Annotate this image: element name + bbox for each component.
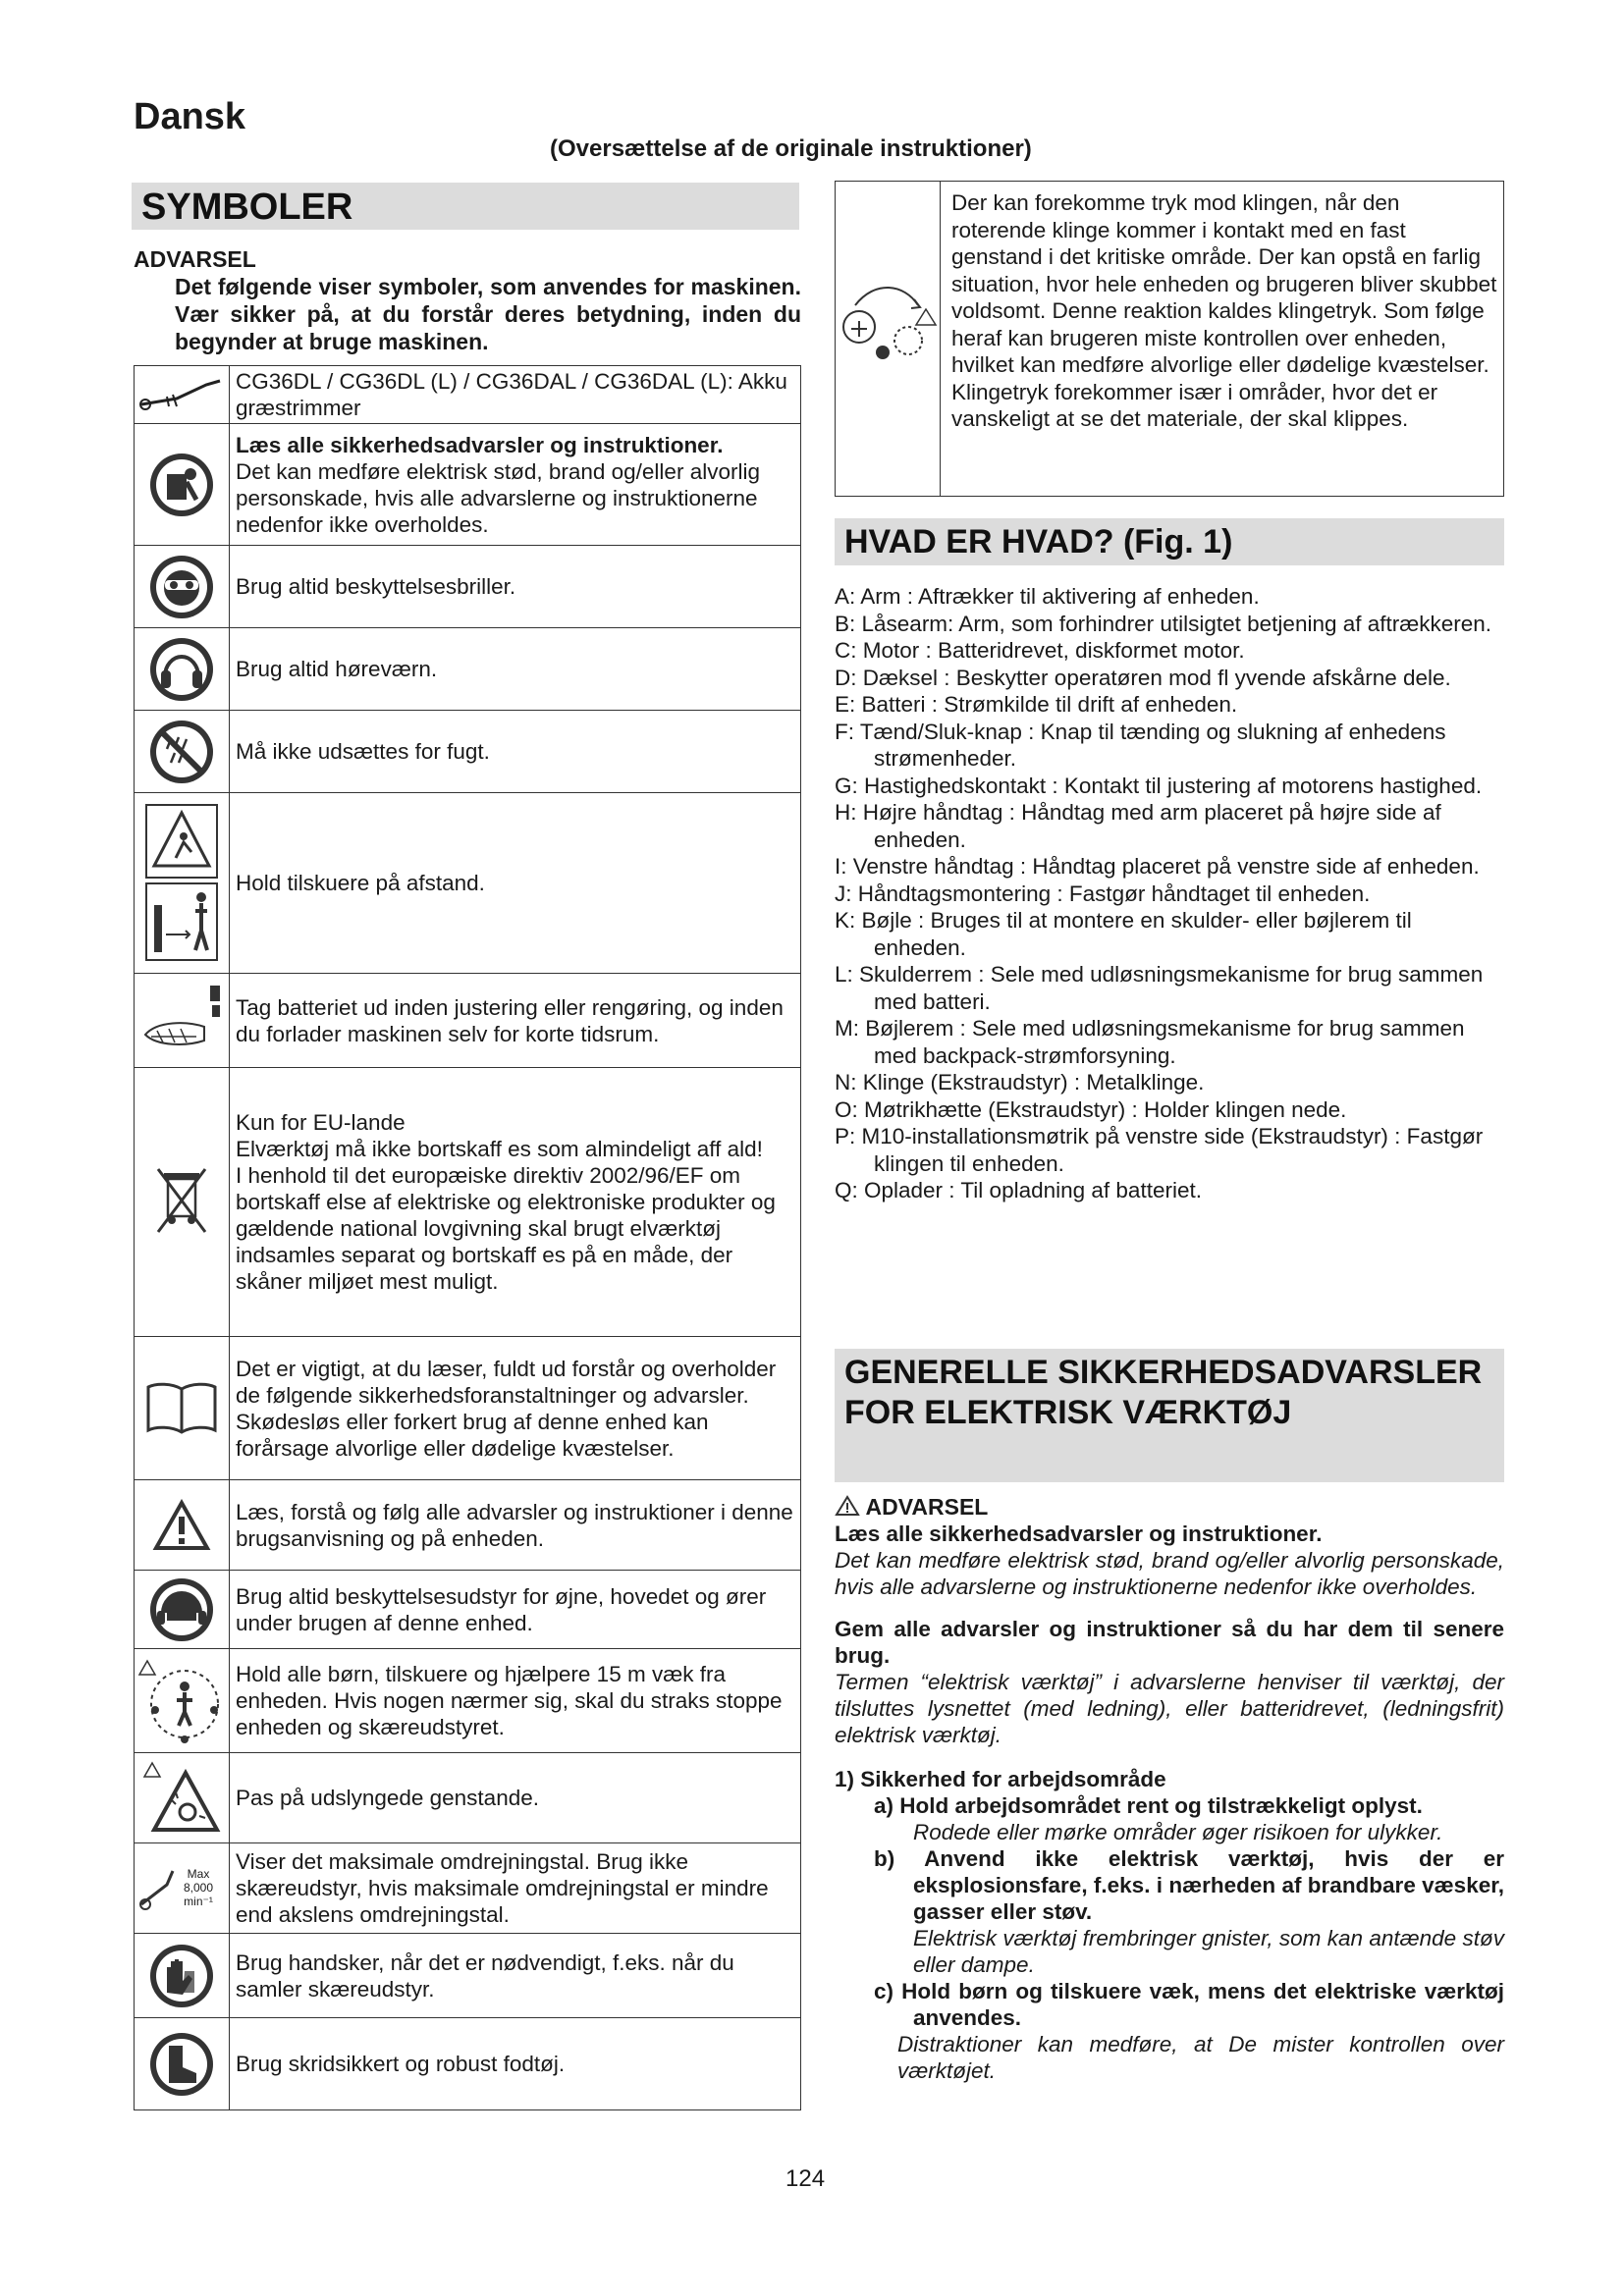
symbol-description: Hold tilskuere på afstand.: [236, 871, 485, 895]
keep-heading: Gem alle advarsler og instruktioner så du har dem til senere brug.: [835, 1617, 1504, 1668]
symbol-description: CG36DL / CG36DL (L) / CG36DAL / CG36DAL (L): Akku græstrimmer: [236, 369, 787, 420]
rpm-value: 8,000 min⁻¹: [183, 1880, 214, 1908]
head-protection-icon: [135, 1571, 230, 1649]
symbol-text: [230, 628, 801, 711]
symbol-text: [230, 1068, 801, 1337]
symbols-intro: [134, 245, 801, 355]
parts-list: [835, 583, 1504, 1204]
max-rpm-label: [171, 1867, 226, 1908]
open-book-icon: [135, 1337, 230, 1480]
symbol-text: [230, 546, 801, 628]
bystander-distance-icon: [135, 793, 230, 974]
list-item: N: Klinge (Ekstraudstyr) : Metalklinge.: [835, 1070, 1205, 1095]
max-label: Max: [187, 1866, 210, 1881]
list-item: Q: Oplader : Til opladning af batteriet.: [835, 1178, 1202, 1202]
symbol-description: Tag batteriet ud inden justering eller rengøring, og inden du forlader maskinen selv for korte tidsrum.: [236, 994, 784, 1046]
kickback-icon: [836, 182, 941, 496]
safety-boots-icon: [135, 2018, 230, 2110]
list-item: K: Bøjle : Bruges til at montere en skulder- eller bøjlerem til enheden.: [835, 908, 1412, 960]
symbol-description: Pas på udslyngede genstande.: [236, 1786, 539, 1810]
symbol-row: [135, 1649, 801, 1753]
symbol-description: Brug altid beskyttelsesbriller.: [236, 574, 516, 599]
page-number: 124: [785, 2165, 826, 2192]
keep-15m-away-icon: [135, 1649, 230, 1753]
symbol-row: [135, 1934, 801, 2018]
work-area-heading: 1) Sikkerhed for arbejdsområde: [835, 1767, 1166, 1791]
general-safety-section-title: GENERELLE SIKKERHEDSADVARSLER FOR ELEKTRISK VÆRKTØJ: [835, 1349, 1504, 1482]
symbol-text: [230, 1649, 801, 1753]
read-all-heading: Læs alle sikkerhedsadvarsler og instruktioner.: [835, 1522, 1323, 1546]
trimmer-icon: [135, 366, 230, 424]
general-warning-heading: [835, 1494, 1504, 1521]
symbol-description: Det er vigtigt, at du læser, fuldt ud forstår og overholder de følgende sikkerhedsforanstaltninger og advarsler. Skødesløs eller forkert brug af denne enhed kan forårsage alvorlige eller dødelige kvæstelser.: [236, 1356, 777, 1461]
symbol-row: [135, 1753, 801, 1843]
rule-c-title: c) Hold børn og tilskuere væk, mens det elektriske værktøj anvendes.: [874, 1979, 1504, 2030]
ear-protection-icon: [135, 628, 230, 711]
symbol-text: [230, 711, 801, 793]
symbol-description: Det kan medføre elektrisk stød, brand og/eller alvorlig personskade, hvis alle advarslerne og instruktionerne nedenfor ikke overholdes.: [236, 458, 760, 537]
symbol-row: [135, 1068, 801, 1337]
read-all-description: Det kan medføre elektrisk stød, brand og/eller alvorlig personskade, hvis alle advarslerne og instruktionerne nedenfor ikke overholdes.: [835, 1548, 1504, 1599]
max-rpm-icon: [135, 1843, 230, 1934]
symbol-text: [230, 793, 801, 974]
flying-objects-icon: [135, 1753, 230, 1843]
gloves-icon: [135, 1934, 230, 2018]
symbol-description: Hold alle børn, tilskuere og hjælpere 15 m væk fra enheden. Hvis nogen nærmer sig, skal du straks stoppe enheden og skæreudstyret.: [236, 1662, 783, 1739]
symbol-row: [135, 974, 801, 1068]
list-item: D: Dæksel : Beskytter operatøren mod fl yvende afskårne dele.: [835, 665, 1451, 690]
rule-b-title: b) Anvend ikke elektrisk værktøj, hvis der er eksplosionsfare, f.eks. i nærheden af brandbare væsker, gasser eller støv.: [874, 1846, 1504, 1924]
safety-goggles-icon: [135, 546, 230, 628]
list-item: I: Venstre håndtag : Håndtag placeret på venstre side af enheden.: [835, 854, 1480, 879]
symbol-text: [230, 424, 801, 546]
list-item: E: Batteri : Strømkilde til drift af enheden.: [835, 692, 1238, 717]
weee-bin-icon: [135, 1068, 230, 1337]
list-item: P: M10-installationsmøtrik på venstre side (Ekstraudstyr) : Fastgør klingen til enheden.: [835, 1124, 1484, 1176]
rule-b-description: Elektrisk værktøj frembringer gnister, som kan antænde støv eller dampe.: [913, 1926, 1504, 1977]
list-item: B: Låsearm: Arm, som forhindrer utilsigtet betjening af aftrækkeren.: [835, 611, 1492, 636]
warning-triangle-icon: [835, 1495, 860, 1517]
symbols-intro-text: Det følgende viser symboler, som anvendes for maskinen. Vær sikker på, at du forstår deres betydning, inden du begynder at bruge maskinen.: [175, 274, 801, 354]
symbols-section-title: SYMBOLER: [132, 183, 799, 230]
kickback-text: Der kan forekomme tryk mod klingen, når den roterende klinge kommer i kontakt med en fast genstand i det kritiske område. Der kan opstå en farlig situation, hvor hele enheden og brugeren bliver skubbet voldsomt. Denne reaktion kaldes klingetryk. Som følge heraf kan brugeren miste kontrollen over enheden, hvilket kan medføre alvorlige eller dødelige kvæstelser. Klingetryk forekommer især i områder, hvor det er vanskeligt at se det materiale, der skal klippes.: [951, 190, 1497, 431]
list-item: J: Håndtagsmontering : Fastgør håndtaget til enheden.: [835, 881, 1371, 906]
symbol-text: [230, 1843, 801, 1934]
no-rain-icon: [135, 711, 230, 793]
symbol-text: [230, 1337, 801, 1480]
rule-a-description: Rodede eller mørke områder øger risikoen for ulykker.: [913, 1820, 1443, 1844]
symbol-description: Læs, forstå og følg alle advarsler og instruktioner i denne brugsanvisning og på enheden.: [236, 1499, 793, 1551]
list-item: M: Bøjlerem : Sele med udløsningsmekanisme for brug sammen med backpack-strømforsyning.: [835, 1016, 1465, 1068]
symbol-text: [230, 1934, 801, 2018]
symbol-description: Må ikke udsættes for fugt.: [236, 739, 490, 764]
symbol-text: [230, 2018, 801, 2110]
symbol-description: Brug altid beskyttelsesudstyr for øjne, hovedet og ører under brugen af denne enhed.: [236, 1583, 767, 1635]
symbol-row: [135, 1843, 801, 1934]
symbol-text: [230, 1480, 801, 1571]
symbol-row: [135, 366, 801, 424]
warning-triangle-icon: [135, 1480, 230, 1571]
kickback-warning-box: [835, 181, 1504, 497]
list-item: C: Motor : Batteridrevet, diskformet motor.: [835, 638, 1245, 663]
parts-section-title: HVAD ER HVAD? (Fig. 1): [835, 518, 1504, 565]
keep-description: Termen “elektrisk værktøj” i advarslerne henviser til værktøj, der tilsluttes lysnettet (med ledning), eller batteridrevet, (ledningsfrit) elektrisk værktøj.: [835, 1670, 1504, 1747]
symbol-row: [135, 424, 801, 546]
rule-c-description: Distraktioner kan medføre, at De mister kontrollen over værktøjet.: [897, 2032, 1504, 2083]
symbol-description: Viser det maksimale omdrejningstal. Brug ikke skæreudstyr, hvis maksimale omdrejningstal er mindre end akslens omdrejningstal.: [236, 1849, 769, 1927]
symbol-row: [135, 711, 801, 793]
symbol-description: Brug skridsikkert og robust fodtøj.: [236, 2052, 566, 2076]
symbol-text: [230, 974, 801, 1068]
list-item: O: Møtrikhætte (Ekstraudstyr) : Holder klingen nede.: [835, 1096, 1347, 1122]
symbol-row: [135, 1480, 801, 1571]
general-safety-content: [835, 1494, 1504, 2084]
symbol-text: [230, 366, 801, 424]
symbols-table: [134, 365, 801, 2110]
symbol-row: [135, 793, 801, 974]
remove-battery-icon: [135, 974, 230, 1068]
symbols-warning-label: ADVARSEL: [134, 246, 256, 272]
symbol-description: Brug handsker, når det er nødvendigt, f.eks. når du samler skæreudstyr.: [236, 1949, 734, 2002]
general-warning-label: ADVARSEL: [865, 1494, 989, 1520]
symbol-text: [230, 1571, 801, 1649]
read-manual-icon: [135, 424, 230, 546]
rule-a-title: a) Hold arbejdsområdet rent og tilstrækkeligt oplyst.: [874, 1793, 1423, 1818]
list-item: L: Skulderrem : Sele med udløsningsmekanisme for brug sammen med batteri.: [835, 962, 1484, 1014]
symbol-row: [135, 2018, 801, 2110]
symbol-row: [135, 1571, 801, 1649]
symbol-bold-text: Læs alle sikkerhedsadvarsler og instruktioner.: [236, 432, 724, 457]
list-item: A: Arm : Aftrækker til aktivering af enheden.: [835, 584, 1260, 609]
list-item: F: Tænd/Sluk-knap : Knap til tænding og slukning af enhedens strømenheder.: [835, 719, 1446, 771]
list-item: G: Hastighedskontakt : Kontakt til justering af motorens hastighed.: [835, 773, 1483, 798]
symbol-row: [135, 546, 801, 628]
translation-subtitle: (Oversættelse af de originale instruktioner): [550, 135, 1032, 162]
symbol-row: [135, 628, 801, 711]
language-heading: Dansk: [134, 96, 246, 137]
list-item: H: Højre håndtag : Håndtag med arm placeret på højre side af enheden.: [835, 800, 1441, 852]
symbol-row: [135, 1337, 801, 1480]
symbol-description: Brug altid høreværn.: [236, 657, 438, 681]
symbol-description: Kun for EU-lande Elværktøj må ikke bortskaff es som almindeligt aff ald! I henhold til det europæiske direktiv 2002/96/EF om bortskaff else af elektriske og elektroniske produkter og gældende national lovgivning skal brugt elværktøj indsamles separat og bortskaff es på en måde, der skåner miljøet mest muligt.: [236, 1110, 776, 1294]
symbol-text: [230, 1753, 801, 1843]
